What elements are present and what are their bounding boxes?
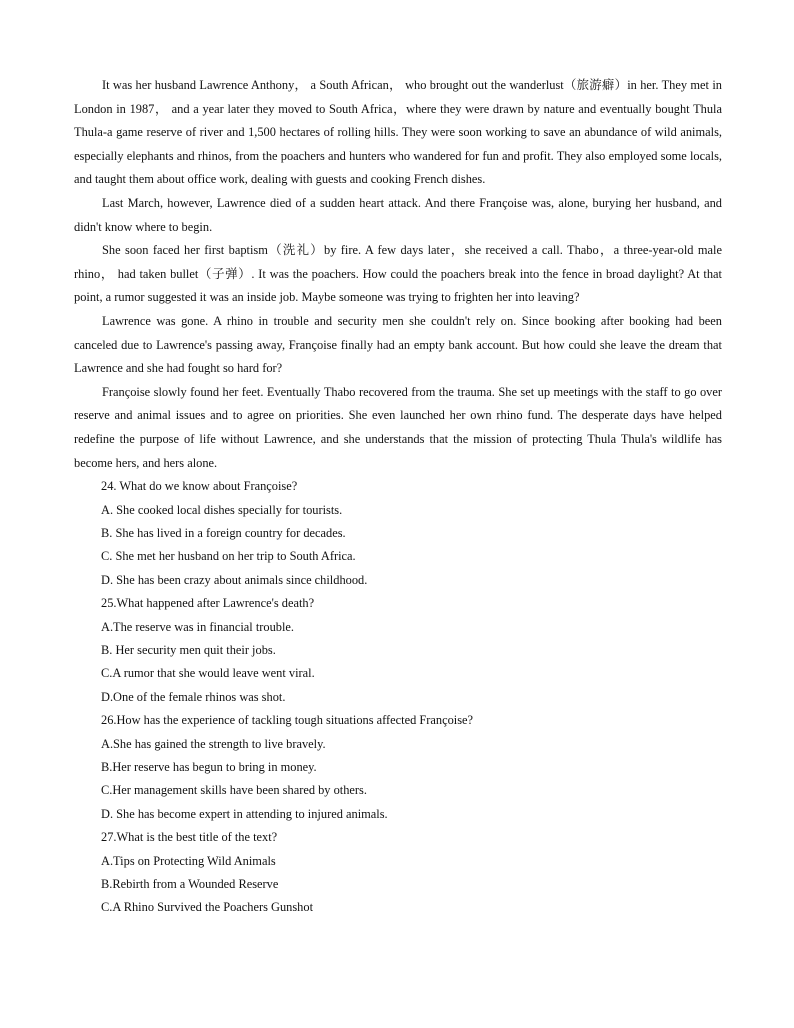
passage-paragraph-4: Lawrence was gone. A rhino in trouble and security men she couldn't rely on. Since booking after booking had been canceled due to Lawrence's passing away, Françoise finally had an empty bank account. But how could she leave the dream that Lawrence and she had fought so hard for? [74,313,722,376]
option-24-d: D. She has been crazy about animals since childhood. [101,572,368,587]
question-27: 27.What is the best title of the text? [101,830,278,845]
option-25-b: B. Her security men quit their jobs. [101,642,276,657]
question-26: 26.How has the experience of tackling tough situations affected Françoise? [101,713,474,728]
option-26-b: B.Her reserve has begun to bring in money. [101,759,317,774]
option-24-c: C. She met her husband on her trip to South Africa. [101,549,356,564]
passage-paragraph-5: Françoise slowly found her feet. Eventually Thabo recovered from the trauma. She set up meetings with the staff to go over reserve and animal issues and to agree on priorities. She even launched her own rhino fund. The desperate days have helped redefine the purpose of life without Lawrence, and she understands that the mission of protecting Thula Thula's wildlife has become hers, and hers alone. [74,384,722,470]
option-25-d: D.One of the female rhinos was shot. [101,689,286,704]
question-24: 24. What do we know about Françoise? [101,479,298,494]
option-27-b: B.Rebirth from a Wounded Reserve [101,877,279,891]
option-25-a: A.The reserve was in financial trouble. [101,619,295,634]
option-26-a: A.She has gained the strength to live bravely. [101,736,326,751]
option-27-a: A.Tips on Protecting Wild Animals [101,853,276,868]
passage-paragraph-3: She soon faced her first baptism（洗礼）by fire. A few days later，she received a call. Thabo，a three-year-old male rhino， had taken bullet（子弹）. It was the poachers. How could the poachers break into the fence in broad daylight? At that point, a rumor suggested it was an inside job. Maybe someone was trying to frighten her into leaving? [74,243,722,305]
option-26-d: D. She has become expert in attending to injured animals. [101,806,388,821]
passage-paragraph-2: Last March, however, Lawrence died of a sudden heart attack. And there Françoise was, alone, burying her husband, and didn't know where to begin. [74,195,722,234]
question-25: 25.What happened after Lawrence's death? [101,596,315,611]
option-24-b: B. She has lived in a foreign country for decades. [101,525,346,540]
option-24-a: A. She cooked local dishes specially for tourists. [101,502,343,517]
passage-paragraph-1: It was her husband Lawrence Anthony， a South African， who brought out the wanderlust（旅游癖）in her. They met in London in 1987， and a year later they moved to South Africa，where they were drawn by nature and eventually bought Thula Thula-a game reserve of river and 1,500 hectares of rolling hills. They were soon working to save an abundance of wild animals, especially elephants and rhinos, from the poachers and hunters who wandered for fun and profit. They also employed some locals, and taught them about office work, dealing with guests and cooking French dishes. [74,78,722,187]
option-25-c: C.A rumor that she would leave went viral. [101,666,315,681]
option-26-c: C.Her management skills have been shared by others. [101,783,367,798]
document-page [74,74,722,920]
option-27-c: C.A Rhino Survived the Poachers Gunshot [101,900,314,915]
